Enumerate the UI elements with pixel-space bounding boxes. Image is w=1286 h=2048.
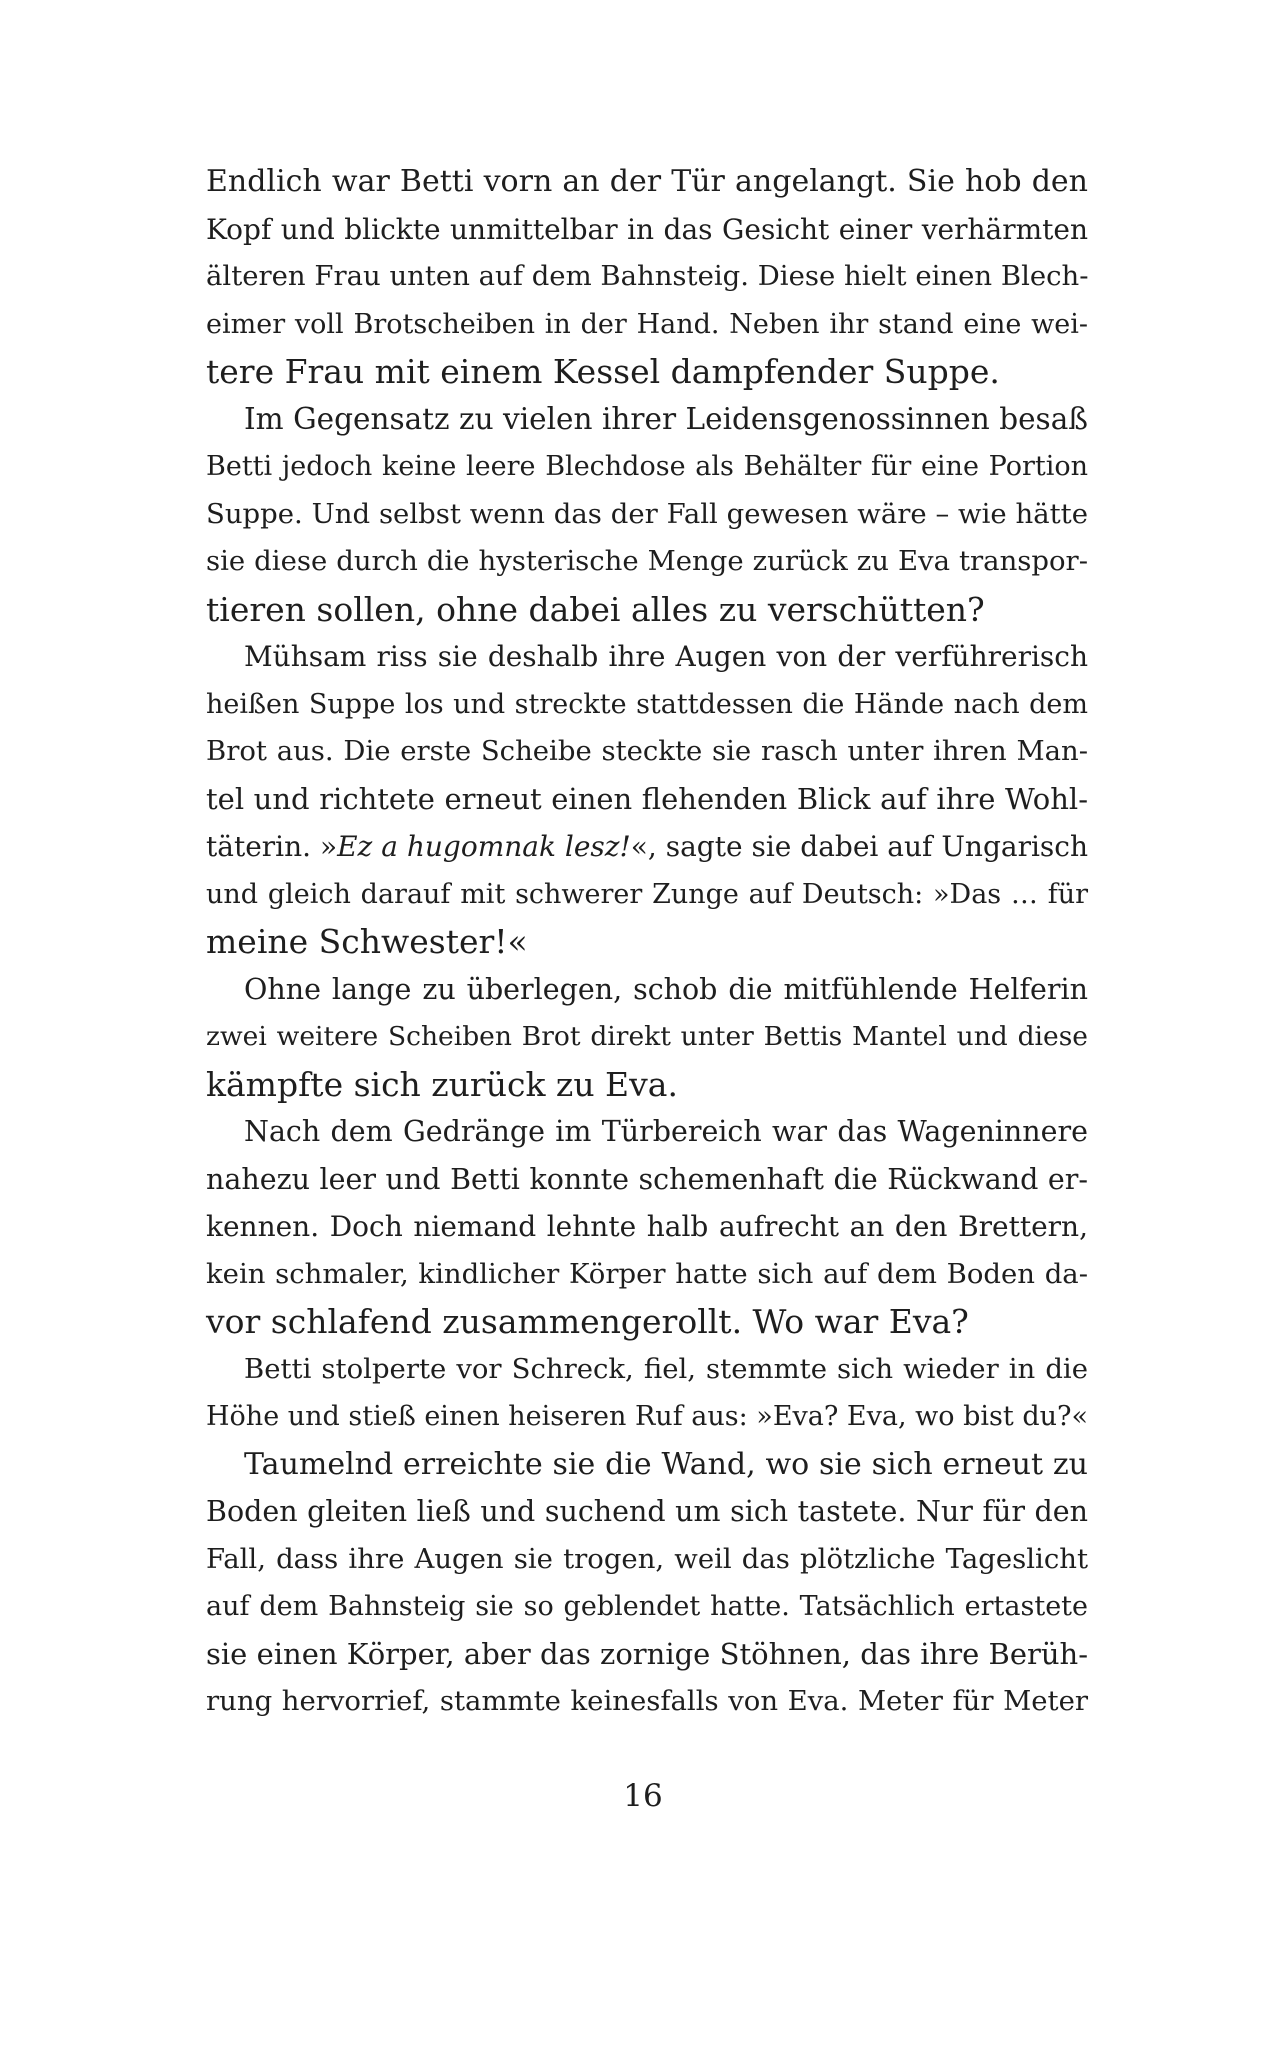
- text-line: Betti stolperte vor Schreck, fiel, stemmte sich wieder in die: [244, 1352, 1088, 1385]
- text-line: Suppe. Und selbst wenn das der Fall gewesen wäre – wie hätte: [206, 497, 1088, 530]
- text-line: Im Gegensatz zu vielen ihrer Leidensgenossinnen besaß: [244, 401, 1088, 436]
- text-line: Boden gleiten ließ und suchend um sich tastete. Nur für den: [206, 1495, 1088, 1528]
- text-line: Betti jedoch keine leere Blechdose als Behälter für eine Portion: [206, 451, 1088, 482]
- text-line: kennen. Doch niemand lehnte halb aufrecht an den Brettern,: [206, 1210, 1088, 1243]
- text-line: vor schlafend zusammengerollt. Wo war Eva?: [206, 1302, 969, 1341]
- text-line: älteren Frau unten auf dem Bahnsteig. Diese hielt einen Blech-: [206, 260, 1089, 292]
- italic-phrase: Ez a hugomnak lesz!: [337, 830, 631, 863]
- text-line: sie diese durch die hysterische Menge zurück zu Eva transpor-: [206, 545, 1088, 577]
- text-line: Mühsam riss sie deshalb ihre Augen von der verführerisch: [244, 640, 1088, 673]
- text-line: auf dem Bahnsteig sie so geblendet hatte. Tatsächlich ertastete: [206, 1591, 1088, 1622]
- text-line: Endlich war Betti vorn an der Tür angelangt. Sie hob den: [206, 164, 1088, 199]
- text-line: eimer voll Brotscheiben in der Hand. Neben ihr stand eine wei-: [206, 308, 1088, 340]
- page-number: 16: [623, 1778, 663, 1814]
- text-line: Taumelnd erreichte sie die Wand, wo sie sich erneut zu: [244, 1446, 1088, 1482]
- text-line: Ohne lange zu überlegen, schob die mitfühlende Helferin: [244, 972, 1088, 1006]
- text-line: täterin. »Ez a hugomnak lesz!«, sagte sie dabei auf Ungarisch: [206, 830, 1088, 863]
- text-line: und gleich darauf mit schwerer Zunge auf Deutsch: »Das … für: [206, 878, 1088, 910]
- text-line: Fall, dass ihre Augen sie trogen, weil das plötzliche Tageslicht: [206, 1542, 1088, 1575]
- text-line: Höhe und stieß einen heiseren Ruf aus: »Eva? Eva, wo bist du?«: [206, 1401, 1088, 1432]
- text-line: Nach dem Gedränge im Türbereich war das Wageninnere: [244, 1115, 1088, 1148]
- text-line: Brot aus. Die erste Scheibe steckte sie rasch unter ihren Man-: [206, 735, 1088, 767]
- text-line: kämpfte sich zurück zu Eva.: [206, 1064, 678, 1104]
- text-line: Kopf und blickte unmittelbar in das Gesicht einer verhärmten: [206, 212, 1088, 246]
- text-line: meine Schwester!«: [206, 922, 528, 961]
- body-text: [206, 158, 1088, 1726]
- text-line: kein schmaler, kindlicher Körper hatte sich auf dem Boden da-: [206, 1257, 1088, 1290]
- text-line: zwei weitere Scheiben Brot direkt unter Bettis Mantel und diese: [206, 1021, 1088, 1052]
- text-line: tel und richtete erneut einen flehenden Blick auf ihre Wohl-: [206, 781, 1088, 816]
- text-line: tieren sollen, ohne dabei alles zu verschütten?: [206, 589, 985, 629]
- text-line: tere Frau mit einem Kessel dampfender Suppe.: [206, 352, 1000, 391]
- text-line: heißen Suppe los und streckte stattdessen die Hände nach dem: [206, 688, 1088, 720]
- text-line: sie einen Körper, aber das zornige Stöhnen, das ihre Berüh-: [206, 1636, 1088, 1671]
- text-line: rung hervorrief, stammte keinesfalls von Eva. Meter für Meter: [206, 1685, 1088, 1717]
- text-line: nahezu leer und Betti konnte schemenhaft die Rückwand er-: [206, 1162, 1088, 1196]
